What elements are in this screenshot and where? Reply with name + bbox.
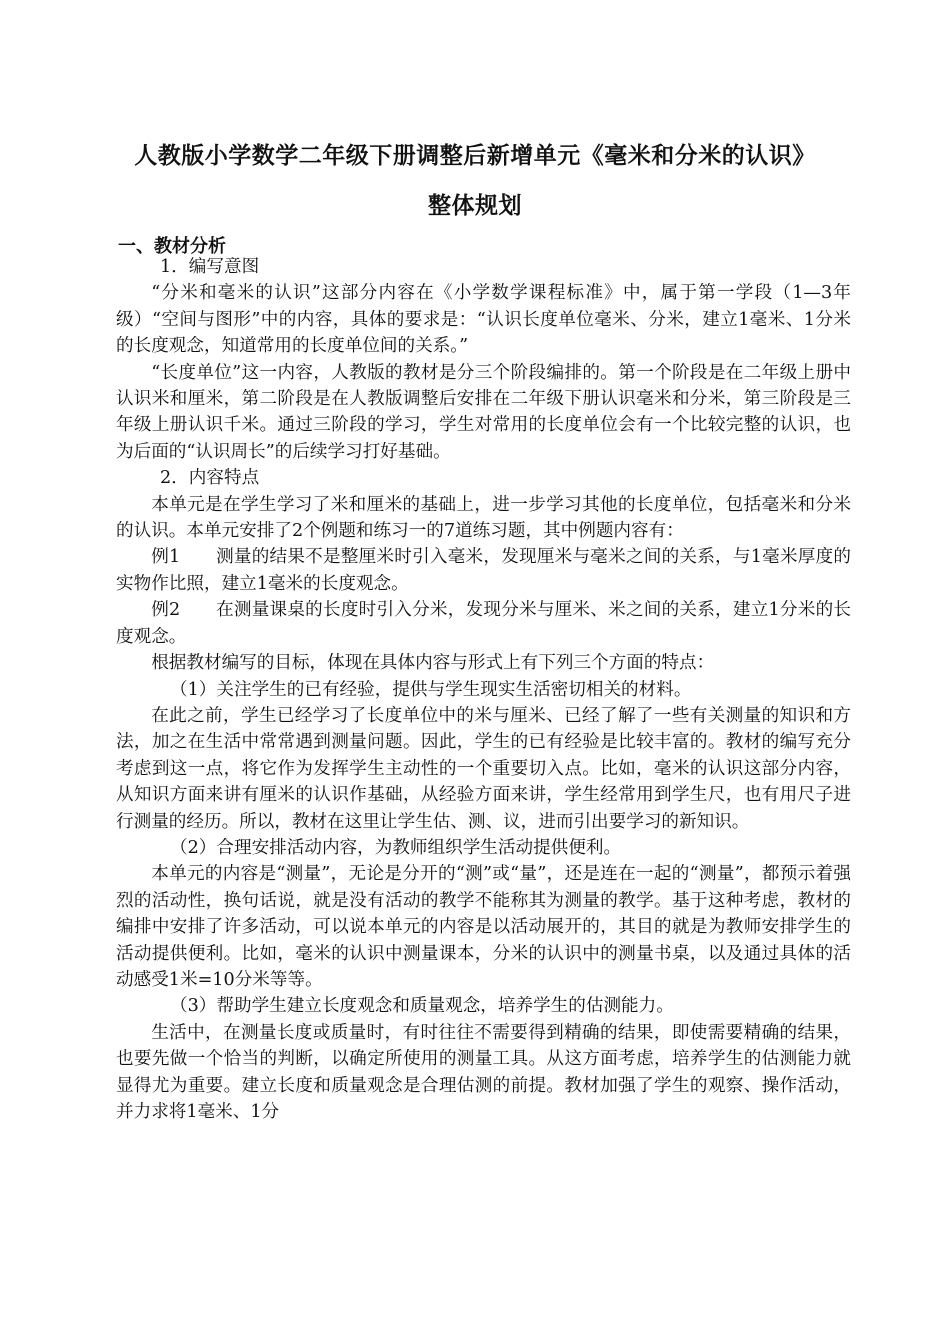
feature-heading: （3）帮助学生建立长度观念和质量观念，培养学生的估测能力。 [170,996,674,1017]
paragraph: “分米和毫米的认识”这部分内容在《小学数学课程标准》中，属于第一学段（1—3年级）“空间与图形”中的内容，具体的要求是：“认识长度单位毫米、分米，建立1毫米、1分米的长度观念，知道常用的长度单位间的关系。” [116,283,851,357]
paragraph: 根据教材编写的目标，体现在具体内容与形式上有下列三个方面的特点： [151,653,715,674]
paragraph: “长度单位”这一内容，人教版的教材是分三个阶段编排的。第一个阶段是在二年级上册中认识米和厘米，第二阶段是在人教版调整后安排在二年级下册认识毫米和分米，第三阶段是三年级上册认识千米。通过三阶段的学习，学生对常用的长度单位会有一个比较完整的认识，也为后面的“认识周长”的后续学习打好基础。 [116,362,851,462]
feature-heading: （1）关注学生的已有经验，提供与学生现实生活密切相关的材料。 [170,679,692,700]
subsection-heading: 2．内容特点 [160,468,260,489]
section-heading: 一、教材分析 [118,236,226,257]
subsection-heading: 1．编写意图 [160,257,260,277]
paragraph: 生活中，在测量长度或质量时，有时往往不需要得到精确的结果，即使需要精确的结果，也要先做一个恰当的判断，以确定所使用的测量工具。从这方面考虑，培养学生的估测能力就显得尤为重要。建立长度和质量观念是合理估测的前提。教材加强了学生的观察、操作活动，并力求将1毫米、1分 [116,1022,851,1122]
example-item: 例1 测量的结果不是整厘米时引入毫米，发现厘米与毫米之间的关系，与1毫米厚度的实物作比照，建立1毫米的长度观念。 [116,547,851,594]
document-title-line1: 人教版小学数学二年级下册调整后新增单元《毫米和分米的认识》 [134,143,816,169]
paragraph: 本单元的内容是“测量”，无论是分开的“测”或“量”，还是连在一起的“测量”，都预示着强烈的活动性，换句话说，就是没有活动的教学不能称其为测量的教学。基于这种考虑，教材的编排中安排了许多活动，可以说本单元的内容是以活动展开的，其目的就是为教师安排学生的活动提供便利。比如，毫米的认识中测量课本，分米的认识中的测量书桌，以及通过具体的活动感受1米=10分米等等。 [116,864,851,990]
paragraph: 本单元是在学生学习了米和厘米的基础上，进一步学习其他的长度单位，包括毫米和分米的认识。本单元安排了2个例题和练习一的7道练习题，其中例题内容有： [116,494,851,542]
feature-heading: （2）合理安排活动内容，为教师组织学生活动提供便利。 [170,837,622,858]
document-title-line2: 整体规划 [428,193,522,219]
document-body [116,254,851,1125]
paragraph: 在此之前，学生已经学习了长度单位中的米与厘米、已经了解了一些有关测量的知识和方法，加之在生活中常常遇到测量问题。因此，学生的已有经验是比较丰富的。教材的编写充分考虑到这一点，将它作为发挥学生主动性的一个重要切入点。比如，毫米的认识这部分内容，从知识方面来讲有厘米的认识作基础，从经验方面来讲，学生经常用到学生尺，也有用尺子进行测量的经历。所以，教材在这里让学生估、测、议，进而引出要学习的新知识。 [116,705,851,832]
example-item: 例2 在测量课桌的长度时引入分米，发现分米与厘米、米之间的关系，建立1分米的长度观念。 [116,600,851,647]
